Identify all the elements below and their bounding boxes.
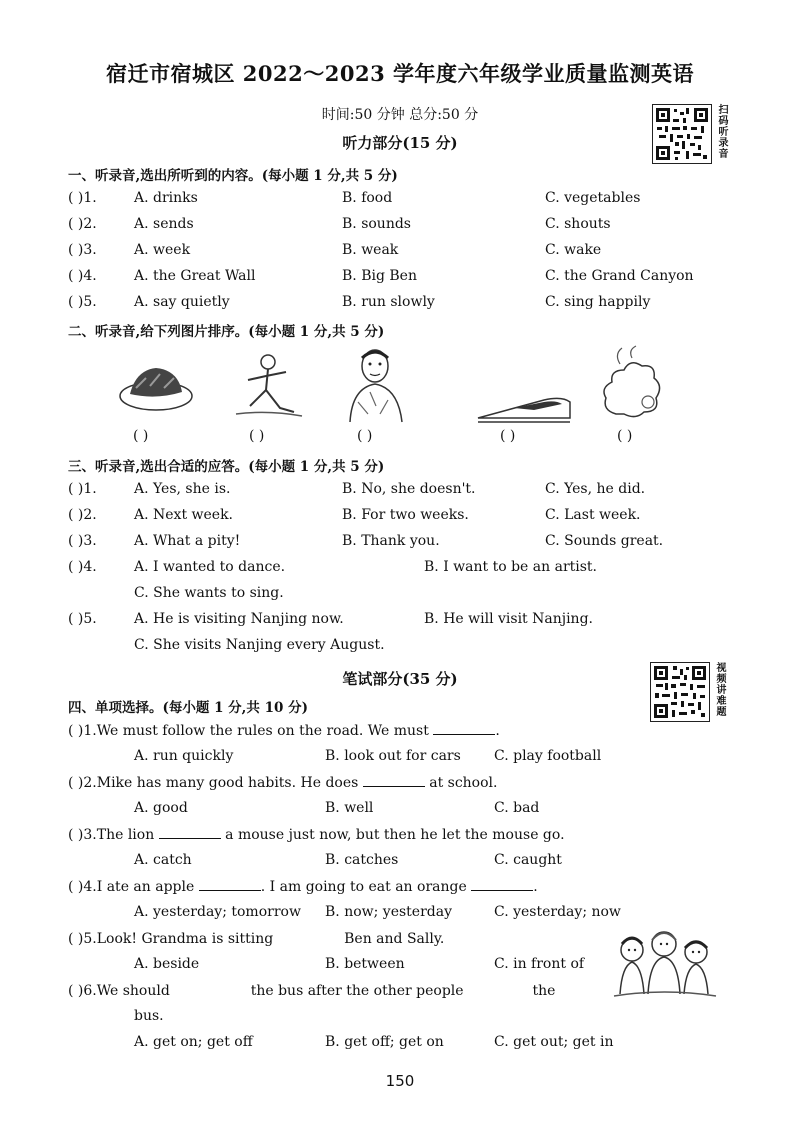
picture-answer-bracket[interactable]: ( ) (249, 428, 265, 444)
answer-bracket[interactable]: ( )2. (68, 216, 97, 232)
answer-bracket[interactable]: ( )3. (68, 533, 97, 549)
option-a: A. Yes, she is. (134, 481, 231, 497)
answer-bracket[interactable]: ( )3. (68, 827, 97, 843)
option-a: A. week (134, 242, 191, 258)
answer-bracket[interactable]: ( )5. (68, 611, 97, 627)
page-number: 150 (385, 1072, 415, 1090)
picture-answer-bracket[interactable]: ( ) (357, 428, 373, 444)
answer-bracket[interactable]: ( )5. (68, 294, 97, 310)
answer-blank[interactable] (433, 722, 495, 735)
option-c: C. bad (494, 800, 540, 816)
answer-bracket[interactable]: ( )4. (68, 268, 97, 284)
question-stem: We must follow the rules on the road. We must (96, 723, 429, 739)
question-4 (68, 878, 538, 895)
answer-bracket[interactable]: ( )3. (68, 242, 97, 258)
option-c: C. Yes, he did. (545, 481, 646, 497)
option-b: B. weak (342, 242, 399, 258)
option-c: C. vegetables (545, 190, 641, 206)
question-5 (68, 930, 444, 947)
answer-bracket[interactable]: ( )4. (68, 559, 97, 575)
option-a: A. Next week. (134, 507, 234, 523)
question-stem-end: a mouse just now, but then he let the mouse go. (225, 827, 565, 843)
option-b: B. catches (325, 852, 399, 868)
answer-bracket[interactable]: ( )1. (68, 723, 97, 739)
option-b: B. For two weeks. (342, 507, 469, 523)
question-6 (68, 982, 555, 999)
option-c: C. Last week. (545, 507, 641, 523)
question-stem: I ate an apple (96, 879, 195, 895)
picture-answer-bracket[interactable]: ( ) (500, 428, 516, 444)
question-stem: Mike has many good habits. He does (96, 775, 359, 791)
picture-answer-bracket[interactable]: ( ) (617, 428, 633, 444)
question-stem-end: . (495, 723, 500, 739)
picture-skater (228, 350, 308, 426)
picture-man-portrait (340, 344, 410, 428)
option-c: C. Sounds great. (545, 533, 664, 549)
picture-grandma-with-children (608, 924, 720, 1008)
option-b: B. No, she doesn't. (342, 481, 476, 497)
qr-label-listen: 扫码听录音 (716, 104, 727, 159)
question-stem-mid: the bus after the other people (250, 983, 464, 999)
option-c: C. caught (494, 852, 562, 868)
option-b: B. run slowly (342, 294, 435, 310)
option-b: B. I want to be an artist. (424, 559, 598, 575)
qr-code-icon (651, 663, 709, 721)
answer-blank[interactable] (278, 930, 340, 943)
picture-answer-bracket[interactable]: ( ) (133, 428, 149, 444)
qr-label-video: 视频讲难题 (714, 662, 725, 717)
question-stem: The lion (96, 827, 155, 843)
answer-blank[interactable] (363, 774, 425, 787)
listening-part-heading: 听力部分(15 分) (342, 134, 458, 152)
option-c: C. She wants to sing. (134, 585, 284, 601)
option-a: A. sends (134, 216, 194, 232)
option-a: A. catch (134, 852, 192, 868)
option-b: B. Big Ben (342, 268, 417, 284)
option-b: B. now; yesterday (325, 904, 452, 920)
option-b: B. get off; get on (325, 1034, 444, 1050)
question-stem-mid: . I am going to eat an orange (260, 879, 467, 895)
answer-blank[interactable] (468, 982, 528, 995)
answer-bracket[interactable]: ( )1. (68, 190, 97, 206)
question-stem-end: . (533, 879, 538, 895)
option-a: A. He is visiting Nanjing now. (134, 611, 344, 627)
question-6-continued: bus. (134, 1008, 164, 1024)
option-c: C. get out; get in (494, 1034, 614, 1050)
option-a: A. good (134, 800, 188, 816)
option-b: B. look out for cars (325, 748, 461, 764)
question-stem-end: at school. (429, 775, 498, 791)
option-a: A. drinks (134, 190, 198, 206)
option-b: B. Thank you. (342, 533, 440, 549)
picture-food-plate (116, 356, 196, 420)
option-a: A. yesterday; tomorrow (134, 904, 301, 920)
answer-blank[interactable] (159, 826, 221, 839)
answer-blank[interactable] (199, 878, 261, 891)
option-a: A. What a pity! (134, 533, 241, 549)
written-part-heading: 笔试部分(35 分) (342, 670, 458, 688)
option-b: B. He will visit Nanjing. (424, 611, 593, 627)
option-b: B. between (325, 956, 405, 972)
picture-high-speed-train (474, 380, 574, 430)
answer-blank[interactable] (174, 982, 246, 995)
section-1-heading: 一、听录音,选出所听到的内容。(每小题 1 分,共 5 分) (68, 168, 398, 184)
option-a: A. get on; get off (134, 1034, 253, 1050)
picture-steam-cloud (596, 344, 666, 428)
question-stem: Look! Grandma is sitting (96, 931, 274, 947)
question-stem-end: the (532, 983, 556, 999)
option-c: C. sing happily (545, 294, 651, 310)
section-4-heading: 四、单项选择。(每小题 1 分,共 10 分) (68, 700, 308, 716)
option-a: A. beside (134, 956, 200, 972)
option-a: A. run quickly (134, 748, 234, 764)
question-3 (68, 826, 565, 843)
option-b: B. sounds (342, 216, 411, 232)
question-stem: We should (96, 983, 170, 999)
answer-bracket[interactable]: ( )2. (68, 775, 97, 791)
option-b: B. food (342, 190, 393, 206)
section-3-heading: 三、听录音,选出合适的应答。(每小题 1 分,共 5 分) (68, 459, 385, 475)
qr-code-video[interactable] (650, 662, 710, 722)
answer-bracket[interactable]: ( )6. (68, 983, 97, 999)
section-2-heading: 二、听录音,给下列图片排序。(每小题 1 分,共 5 分) (68, 324, 385, 340)
option-c: C. in front of (494, 956, 585, 972)
option-c: C. shouts (545, 216, 611, 232)
answer-bracket[interactable]: ( )4. (68, 879, 97, 895)
page-title: 宿迁市宿城区 2022～2023 学年度六年级学业质量监测英语 (105, 61, 694, 86)
option-a: A. say quietly (134, 294, 230, 310)
answer-bracket[interactable]: ( )1. (68, 481, 97, 497)
answer-bracket[interactable]: ( )2. (68, 507, 97, 523)
option-b: B. well (325, 800, 374, 816)
option-c: C. play football (494, 748, 602, 764)
question-1 (68, 722, 500, 739)
question-2 (68, 774, 497, 791)
option-c: C. She visits Nanjing every August. (134, 637, 385, 653)
answer-blank[interactable] (471, 878, 533, 891)
option-a: A. the Great Wall (134, 268, 256, 284)
time-score-info: 时间:50 分钟 总分:50 分 (321, 107, 479, 123)
option-c: C. the Grand Canyon (545, 268, 694, 284)
option-c: C. yesterday; now (494, 904, 621, 920)
question-stem-end: Ben and Sally. (344, 931, 445, 947)
option-c: C. wake (545, 242, 602, 258)
option-a: A. I wanted to dance. (134, 559, 286, 575)
answer-bracket[interactable]: ( )5. (68, 931, 97, 947)
